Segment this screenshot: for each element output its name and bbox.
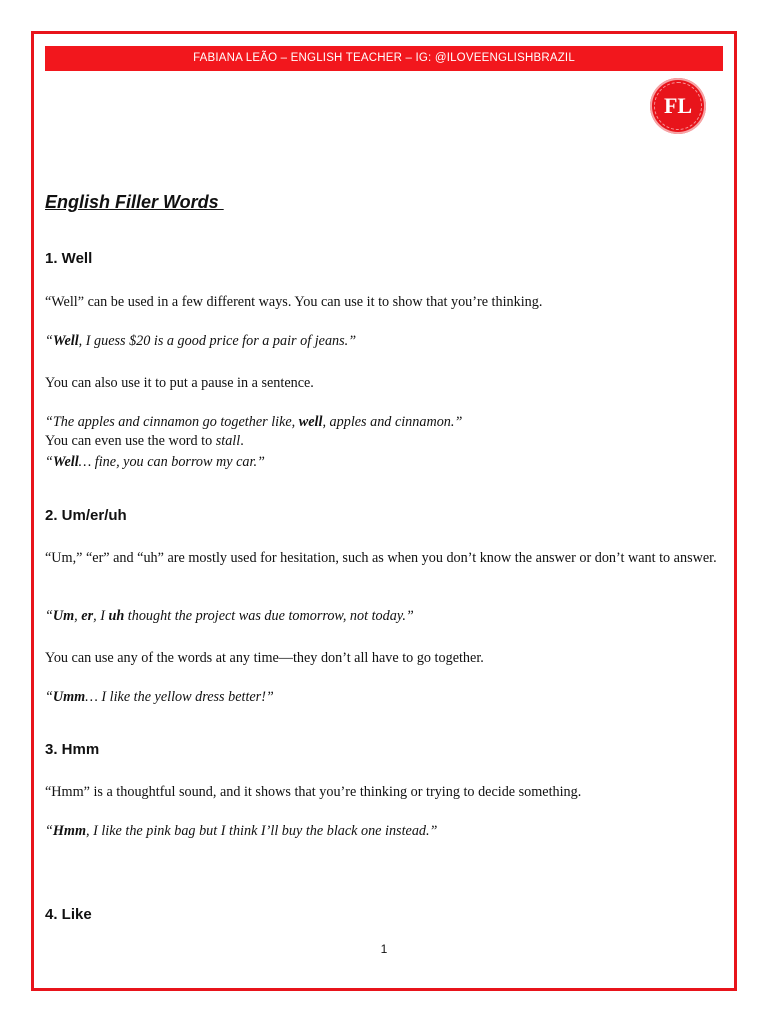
example-sentence [45, 607, 717, 626]
example-text: , [74, 608, 82, 624]
document-title: English Filler Words [45, 192, 224, 212]
example-quote: “ [45, 608, 53, 624]
section-heading-well: 1. Well [45, 250, 93, 267]
paragraph: “Um,” “er” and “uh” are mostly used for hesitation, such as when you don’t know the answer or don’t want to answer. [45, 550, 717, 566]
example-text: , I [93, 608, 109, 624]
filler-word: uh [108, 608, 125, 624]
filler-word: Um [52, 608, 75, 624]
example-quote: “ [45, 689, 53, 705]
filler-word: er [81, 608, 94, 624]
example-text: … I like the yellow dress better!” [85, 689, 274, 705]
example-quote: “ [45, 823, 53, 839]
fl-logo [650, 78, 706, 134]
example-text: , apples and cinnamon.” [322, 414, 463, 430]
example-sentence [45, 688, 717, 707]
logo-text: FL [663, 93, 693, 118]
paragraph-text: You can even use the word to [45, 433, 216, 449]
example-sentence [45, 413, 717, 432]
paragraph: You can use any of the words at any time—they don’t all have to go together. [45, 650, 484, 666]
example-text: “The apples and cinnamon go together like, [45, 414, 299, 430]
filler-word: well [298, 414, 323, 430]
example-text: , I like the pink bag but I think I’ll buy the black one instead.” [86, 823, 438, 839]
paragraph: “Well” can be used in a few different ways. You can use it to show that you’re thinking. [45, 294, 543, 310]
page-border [31, 31, 737, 991]
example-quote: “ [45, 454, 53, 470]
paragraph: “Hmm” is a thoughtful sound, and it shows that you’re thinking or trying to decide something. [45, 784, 582, 800]
filler-word: Hmm [52, 823, 86, 839]
filler-word: Umm [52, 689, 86, 705]
example-sentence [45, 332, 717, 351]
page-number: 1 [380, 942, 388, 956]
header-banner: FABIANA LEÃO – ENGLISH TEACHER – IG: @ILOVEENGLISHBRAZIL [45, 46, 723, 71]
section-heading-like: 4. Like [45, 906, 92, 923]
example-text: … fine, you can borrow my car.” [78, 454, 265, 470]
example-sentence [45, 822, 717, 841]
section-heading-um: 2. Um/er/uh [45, 507, 127, 524]
example-text: , I guess $20 is a good price for a pair of jeans.” [78, 333, 357, 349]
example-text: thought the project was due tomorrow, not today.” [124, 608, 414, 624]
example-quote: “ [45, 333, 53, 349]
section-heading-hmm: 3. Hmm [45, 741, 100, 758]
filler-word: Well [52, 454, 79, 470]
paragraph: You can also use it to put a pause in a sentence. [45, 375, 314, 391]
paragraph [45, 432, 717, 451]
example-sentence [45, 453, 717, 472]
emphasis-word: stall [215, 433, 241, 449]
filler-word: Well [52, 333, 79, 349]
paragraph-text: . [240, 433, 244, 449]
